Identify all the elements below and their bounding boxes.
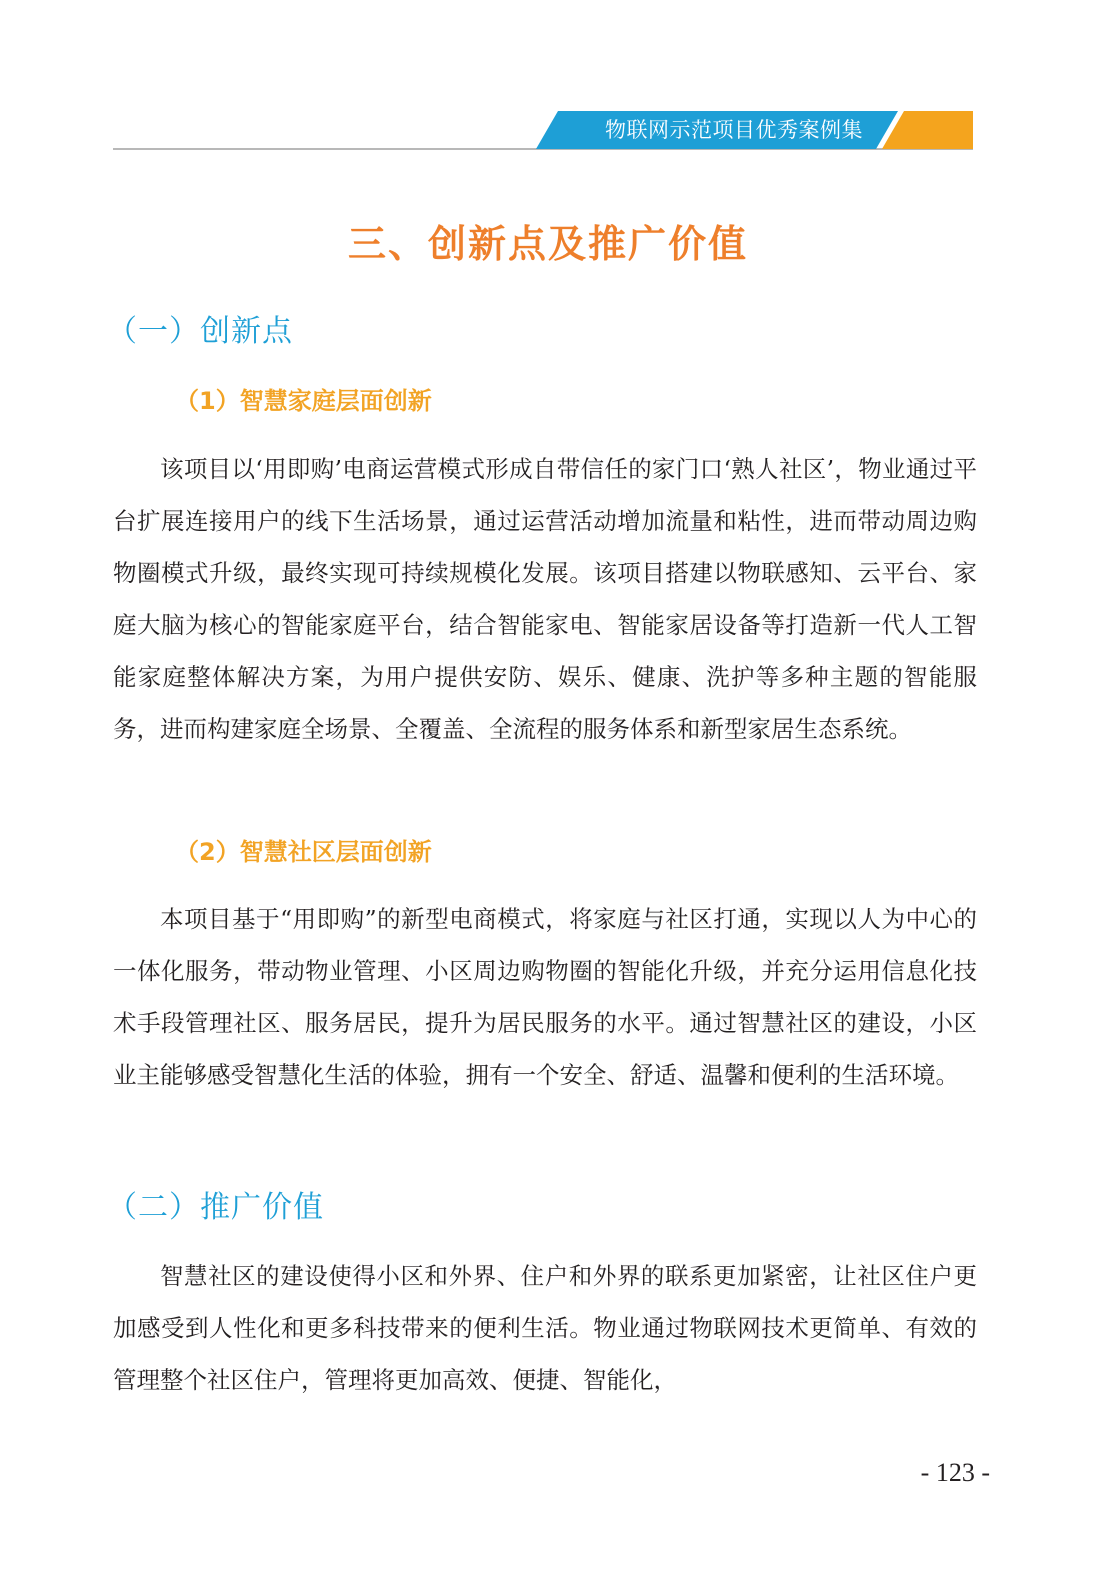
subsection-title-smart-home: （1）智慧家庭层面创新 [175, 387, 432, 415]
section-title-innovation: （一）创新点 [107, 314, 293, 349]
paragraph-promotion-value: 智慧社区的建设使得小区和外界、住户和外界的联系更加紧密，让社区住户更加感受到人性化和更多科技带来的便利生活。物业通过物联网技术更简单、有效的管理整个社区住户，管理将更加高效、便捷、智能化， [113, 1262, 977, 1394]
chapter-title: 三、创新点及推广价值 [347, 221, 748, 266]
header-banner [536, 111, 973, 149]
paragraph-smart-home: 该项目以‘用即购’电商运营模式形成自带信任的家门口‘熟人社区’，物业通过平台扩展连接用户的线下生活场景，通过运营活动增加流量和粘性，进而带动周边购物圈模式升级，最终实现可持续规模化发展。该项目搭建以物联感知、云平台、家庭大脑为核心的智能家庭平台，结合智能家电、智能家居设备等打造新一代人工智能家庭整体解决方案，为用户提供安防、娱乐、健康、洗护等多种主题的智能服务，进而构建家庭全场景、全覆盖、全流程的服务体系和新型家居生态系统。 [113, 455, 977, 743]
section-title-promotion-value: （二）推广价值 [107, 1190, 324, 1225]
paragraph-smart-community: 本项目基于“用即购”的新型电商模式，将家庭与社区打通，实现以人为中心的一体化服务，带动物业管理、小区周边购物圈的智能化升级，并充分运用信息化技术手段管理社区、服务居民，提升为居民服务的水平。通过智慧社区的建设，小区业主能够感受智慧化生活的体验，拥有一个安全、舒适、温馨和便利的生活环境。 [113, 905, 977, 1089]
page-number: - 123 - [920, 1458, 990, 1487]
subsection-title-smart-community: （2）智慧社区层面创新 [175, 838, 432, 866]
header-title: 物联网示范项目优秀案例集 [605, 118, 863, 142]
